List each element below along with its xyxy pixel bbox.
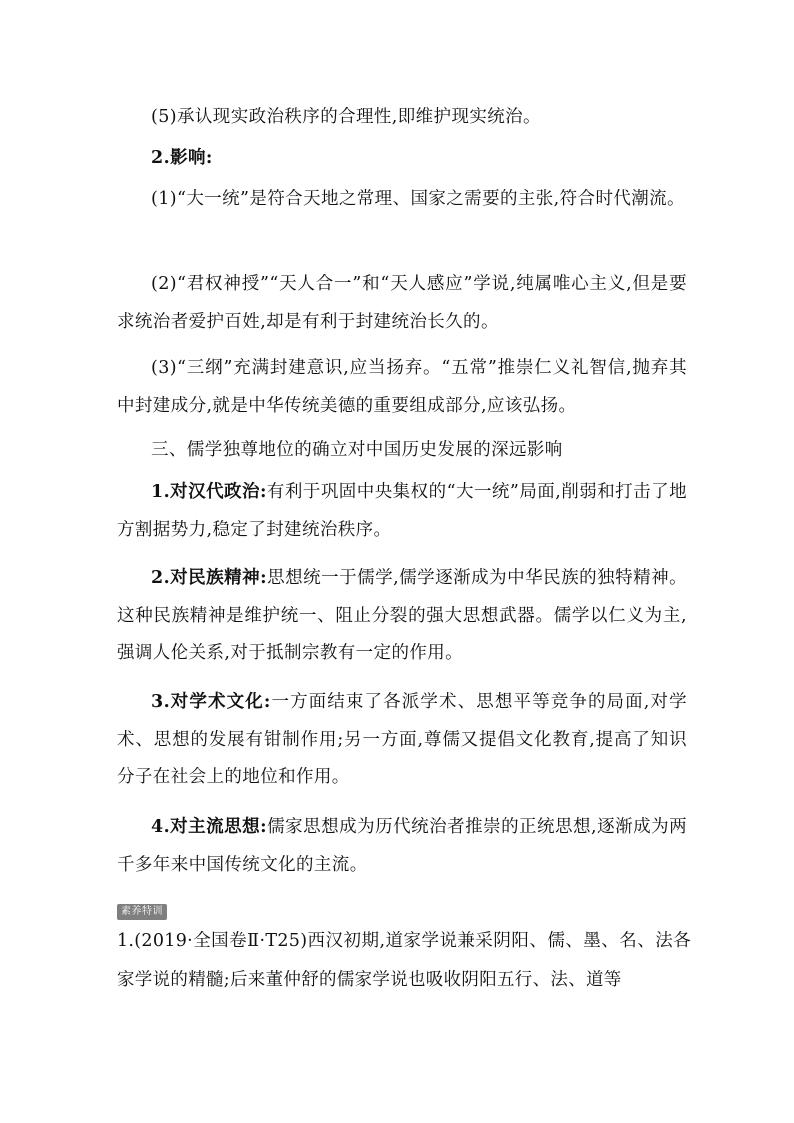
paragraph-point-5: (5)承认现实政治秩序的合理性,即维护现实统治。 — [151, 107, 541, 127]
paragraph-mainstream-thought — [117, 809, 687, 884]
label-academic-culture: 3.对学术文化: — [151, 692, 271, 712]
label-national-spirit: 2.对民族精神: — [151, 568, 268, 588]
label-mainstream-thought: 4.对主流思想: — [151, 817, 268, 837]
text-academic-culture: 一方面结束了各派学术、思想平等竞争的局面,对学术、思想的发展有钳制作用;另一方面,尊儒又提倡文化教育,提高了知识分子在社会上的地位和作用。 — [117, 692, 687, 787]
training-badge: 素养特训 — [117, 904, 167, 920]
section-heading-3: 三、儒学独尊地位的确立对中国历史发展的深远影响 — [151, 440, 563, 460]
text-mainstream-thought: 儒家思想成为历代统治者推崇的正统思想,逐渐成为两千多年来中国传统文化的主流。 — [117, 817, 687, 875]
paragraph-influence-1: (1)“大一统”是符合天地之常理、国家之需要的主张,符合时代潮流。 — [151, 189, 685, 209]
paragraph-academic-culture — [117, 684, 687, 797]
paragraph-influence-3: (3)“三纲”充满封建意识,应当扬弃。“五常”推崇仁义礼智信,抛弃其中封建成分,就是中华传统美德的重要组成部分,应该弘扬。 — [117, 358, 687, 416]
paragraph-influence-2: (2)“君权神授”“天人合一”和“天人感应”学说,纯属唯心主义,但是要求统治者爱护百姓,却是有利于封建统治长久的。 — [117, 274, 687, 332]
label-han-politics: 1.对汉代政治: — [151, 482, 267, 502]
exercise-question-1: 1.(2019·全国卷Ⅱ·T25)西汉初期,道家学说兼采阴阳、儒、墨、名、法各家学说的精髓;后来董仲舒的儒家学说也吸收阴阳五行、法、道等 — [117, 931, 691, 990]
heading-influence: 2.影响: — [151, 148, 213, 168]
paragraph-han-politics — [117, 474, 687, 549]
text-han-politics: 有利于巩固中央集权的“大一统”局面,削弱和打击了地方割据势力,稳定了封建统治秩序。 — [117, 482, 687, 540]
paragraph-national-spirit — [117, 560, 687, 673]
text-national-spirit: 思想统一于儒学,儒学逐渐成为中华民族的独特精神。这种民族精神是维护统一、阻止分裂的强大思想武器。儒学以仁义为主,强调人伦关系,对于抵制宗教有一定的作用。 — [117, 568, 687, 663]
